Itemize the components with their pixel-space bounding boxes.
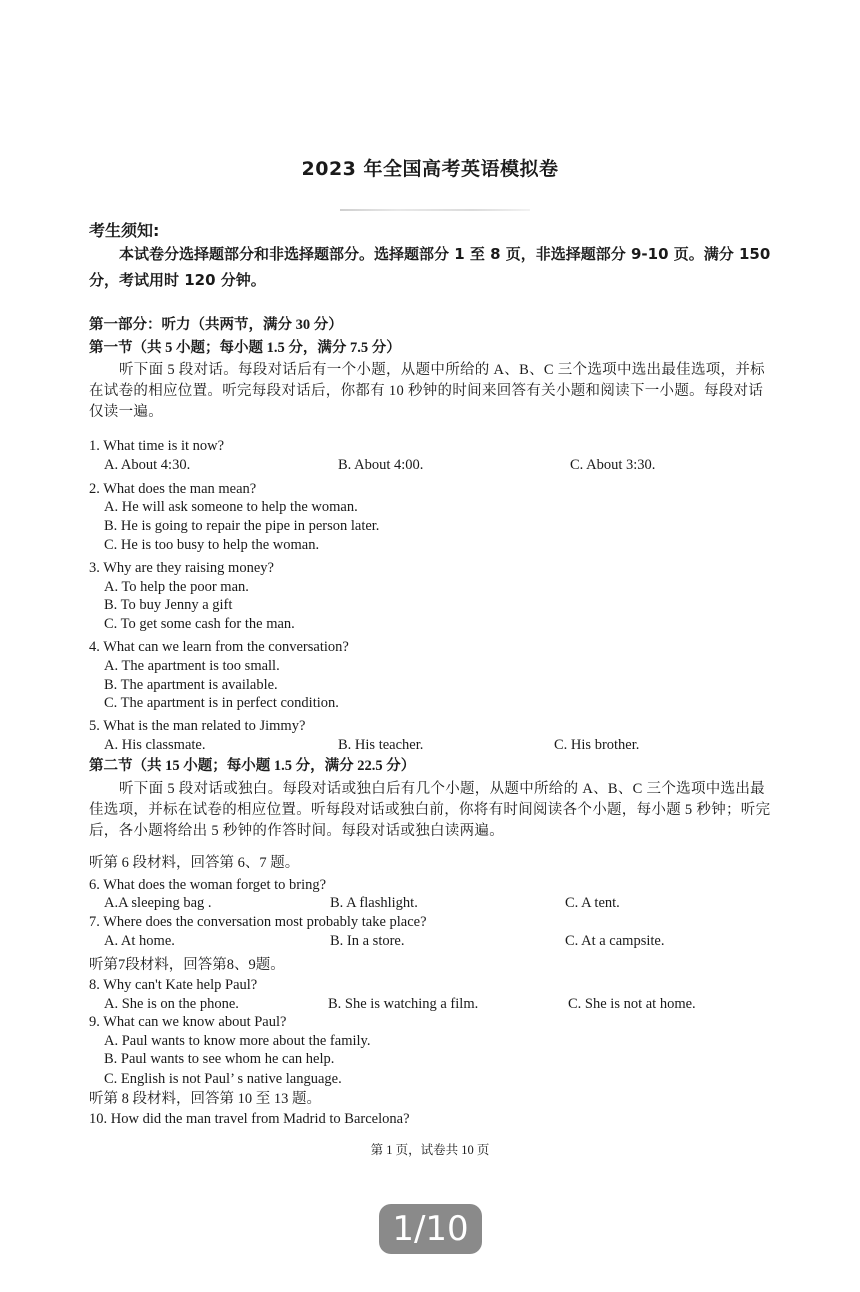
question-5-stem: 5. What is the man related to Jimmy? (89, 718, 306, 734)
question-7-option-c: C. At a campsite. (565, 933, 665, 949)
question-5-option-c: C. His brother. (554, 737, 640, 753)
question-9-option-c: C. English is not Paul’ s native language. (104, 1071, 342, 1087)
page-indicator: 1/10 (379, 1204, 482, 1254)
question-3-option-c: C. To get some cash for the man. (104, 616, 295, 632)
question-6-option-b: B. A flashlight. (330, 895, 418, 911)
notice-text: 本试卷分选择题部分和非选择题部分。选择题部分 1 至 8 页，非选择题部分 9-10 页。满分 150 分，考试用时 120 分钟。 (89, 245, 771, 289)
section2-instructions: 听下面 5 段对话或独白。每段对话或独白后有几个小题，从题中所给的 A、B、C 三个选项中选出最佳选项，并标在试卷的相应位置。听每段对话或独白前，你将有时间阅读各个小题，每小题 5 秒钟；听完后，各小题将给出 5 秒钟的作答时间。每段对话或独白读两遍。 (89, 781, 771, 839)
question-4-option-b: B. The apartment is available. (104, 677, 278, 693)
question-1-option-b: B. About 4:00. (338, 457, 424, 473)
question-2-option-b: B. He is going to repair the pipe in person later. (104, 518, 380, 534)
question-1-stem: 1. What time is it now? (89, 438, 225, 454)
question-4-stem: 4. What can we learn from the conversation? (89, 639, 349, 655)
part1-heading: 第一部分：听力（共两节，满分 30 分） (89, 317, 343, 333)
question-1-option-c: C. About 3:30. (570, 457, 656, 473)
question-2-stem: 2. What does the man mean? (89, 481, 257, 497)
section2-heading: 第二节（共 15 小题；每小题 1.5 分，满分 22.5 分） (89, 758, 416, 774)
question-4-option-a: A. The apartment is too small. (104, 658, 280, 674)
question-3-stem: 3. Why are they raising money? (89, 560, 274, 576)
question-9-stem: 9. What can we know about Paul? (89, 1014, 287, 1030)
question-8-option-c: C. She is not at home. (568, 996, 696, 1012)
question-4-option-c: C. The apartment is in perfect condition. (104, 695, 339, 711)
question-10-stem: 10. How did the man travel from Madrid to Barcelona? (89, 1111, 410, 1127)
question-6-stem: 6. What does the woman forget to bring? (89, 877, 327, 893)
question-6-option-c: C. A tent. (565, 895, 620, 911)
question-8-stem: 8. Why can't Kate help Paul? (89, 977, 258, 993)
question-2-option-a: A. He will ask someone to help the woman. (104, 499, 358, 515)
question-3-option-a: A. To help the poor man. (104, 579, 249, 595)
question-5-option-b: B. His teacher. (338, 737, 424, 753)
question-8-option-b: B. She is watching a film. (328, 996, 479, 1012)
question-5-option-a: A. His classmate. (104, 737, 206, 753)
exam-title: 2023 年全国高考英语模拟卷 (301, 158, 559, 180)
question-8-option-a: A. She is on the phone. (104, 996, 239, 1012)
scan-artifact-line (340, 209, 530, 211)
question-9-option-a: A. Paul wants to know more about the family. (104, 1033, 371, 1049)
question-2-option-c: C. He is too busy to help the woman. (104, 537, 320, 553)
question-7-option-b: B. In a store. (330, 933, 405, 949)
question-3-option-b: B. To buy Jenny a gift (104, 597, 233, 613)
section1-heading: 第一节（共 5 小题；每小题 1.5 分，满分 7.5 分） (89, 340, 401, 356)
question-1-option-a: A. About 4:30. (104, 457, 191, 473)
question-7-stem: 7. Where does the conversation most probably take place? (89, 914, 427, 930)
page-footer: 第 1 页，试卷共 10 页 (370, 1143, 490, 1157)
material-7-instruction: 听第7段材料，回答第8、9题。 (89, 957, 285, 973)
material-8-instruction: 听第 8 段材料，回答第 10 至 13 题。 (89, 1091, 321, 1107)
material-6-instruction: 听第 6 段材料，回答第 6、7 题。 (89, 855, 300, 871)
section1-instructions: 听下面 5 段对话。每段对话后有一个小题，从题中所给的 A、B、C 三个选项中选出最佳选项，并标在试卷的相应位置。听完每段对话后，你都有 10 秒钟的时间来回答有关小题和阅读下一小题。每段对话仅读一遍。 (89, 362, 765, 420)
question-6-option-a: A.A sleeping bag . (104, 895, 212, 911)
question-7-option-a: A. At home. (104, 933, 175, 949)
question-9-option-b: B. Paul wants to see whom he can help. (104, 1051, 335, 1067)
notice-heading: 考生须知: (89, 221, 160, 240)
